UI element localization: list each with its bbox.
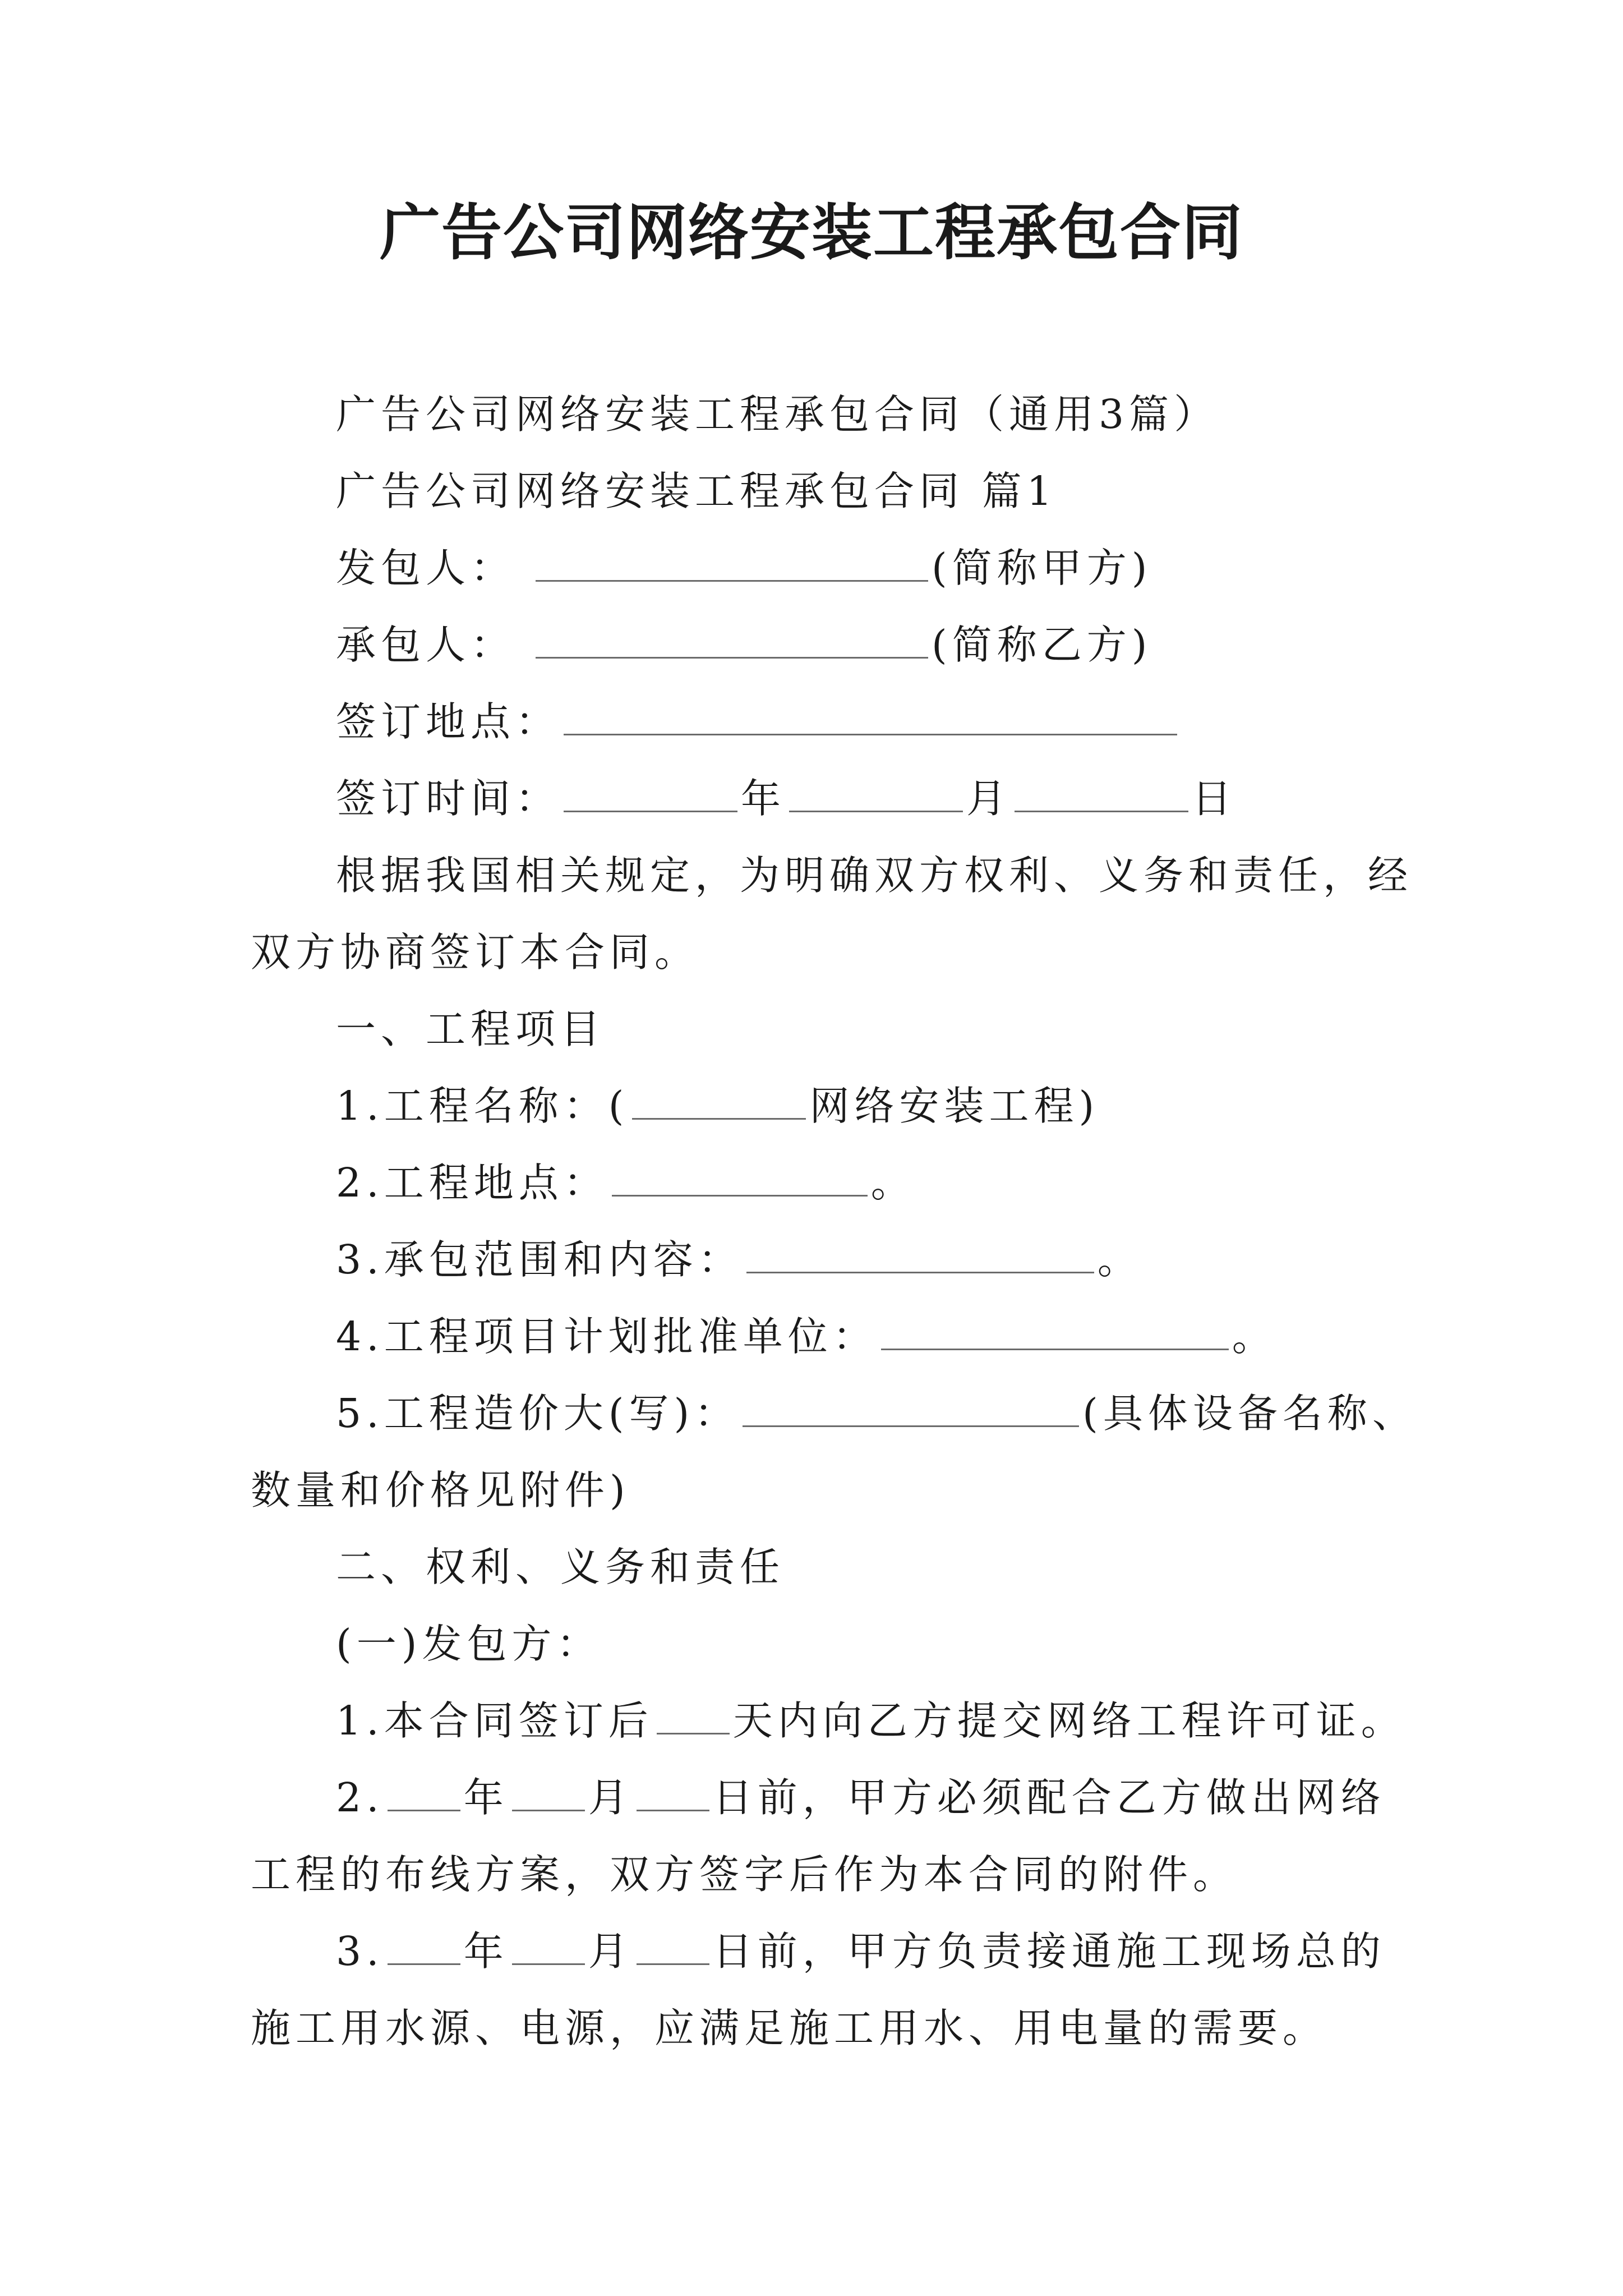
duty-2-suffix: 日前，甲方必须配合乙方做出网络 [712,1774,1386,1821]
part-heading: 广告公司网络安装工程承包合同 篇1 [336,468,1057,514]
item-3-line [251,1221,1419,1298]
contractor-blank [536,620,928,659]
item-1-prefix: 1.工程名称：( [336,1083,629,1129]
item-3-prefix: 3.承包范围和内容： [336,1236,743,1283]
item-1-suffix: 网络安装工程) [809,1083,1100,1129]
party-a-heading: (一)发包方： [336,1621,602,1667]
duty-3-year-blank [388,1926,460,1965]
sign-time-label: 签订时间： [336,775,561,822]
duty-2-prefix: 2. [336,1774,384,1821]
sign-year-blank [564,774,737,812]
item-2-blank [612,1158,868,1197]
item-4-blank [881,1312,1229,1350]
duty-2-month-blank [512,1773,585,1811]
sign-day-label: 日 [1192,775,1237,822]
duty-3-line-2: 施工用水源、电源，应满足施工用水、用电量的需要。 [251,2005,1328,2051]
item-5-line [251,1375,1419,1452]
item-1-line [251,1068,1419,1144]
duty-1-blank [657,1696,730,1734]
item-5-suffix: (具体设备名称、 [1082,1390,1417,1437]
item-3-blank [746,1235,1094,1273]
duty-2-year-blank [388,1773,460,1811]
duty-2-line [251,1759,1419,1836]
duty-3-day-blank [637,1926,709,1965]
duty-2-line-2: 工程的布线方案，双方签字后作为本合同的附件。 [251,1851,1238,1898]
item-4-line [251,1298,1419,1375]
duty-1-line [251,1682,1419,1759]
item-2-period: 。 [870,1159,916,1206]
item-2-prefix: 2.工程地点： [336,1159,608,1206]
item-5-blank [743,1388,1079,1427]
duty-3-year: 年 [463,1928,509,1975]
sign-month-blank [789,774,963,812]
item-4-period: 。 [1232,1313,1277,1360]
employer-suffix: (简称甲方) [932,545,1152,591]
duty-3-month-blank [512,1926,585,1965]
sign-place-line [251,683,1419,760]
item-5-line-2: 数量和价格见附件) [251,1467,630,1513]
item-2-line [251,1144,1419,1221]
duty-3-month: 月 [588,1928,633,1975]
duty-3-prefix: 3. [336,1928,384,1975]
sign-day-blank [1015,774,1188,812]
document-title: 广告公司网络安装工程承包合同 [379,197,1243,268]
sign-year-label: 年 [741,775,786,822]
sign-place-blank [564,697,1177,735]
intro-line-2: 双方协商签订本合同。 [251,929,700,976]
duty-1-suffix: 天内向乙方提交网络工程许可证。 [732,1697,1406,1744]
duty-1-prefix: 1.本合同签订后 [336,1697,653,1744]
sign-place-label: 签订地点： [336,698,561,745]
duty-3-suffix: 日前，甲方负责接通施工现场总的 [712,1928,1386,1975]
section-2-heading: 二、权利、义务和责任 [336,1544,785,1590]
duty-2-day-blank [637,1773,709,1811]
item-1-blank [632,1081,806,1120]
duty-2-month: 月 [588,1774,633,1821]
contractor-line [251,606,1419,683]
item-5-prefix: 5.工程造价大(写)： [336,1390,740,1437]
contractor-label: 承包人： [336,622,516,668]
item-3-period: 。 [1097,1236,1142,1283]
sign-time-line [251,760,1419,837]
section-1-heading: 一、工程项目 [336,1006,606,1052]
document-body [251,376,1419,2067]
employer-blank [536,543,928,582]
intro-line-1: 根据我国相关规定，为明确双方权利、义务和责任，经 [336,852,1413,899]
subtitle-line: 广告公司网络安装工程承包合同（通用3篇） [336,391,1219,438]
employer-line [251,530,1419,606]
duty-3-line [251,1913,1419,1990]
employer-label: 发包人： [336,545,516,591]
duty-2-year: 年 [463,1774,509,1821]
contractor-suffix: (简称乙方) [932,622,1152,668]
item-4-prefix: 4.工程项目计划批准单位： [336,1313,878,1360]
sign-month-label: 月 [966,775,1012,822]
